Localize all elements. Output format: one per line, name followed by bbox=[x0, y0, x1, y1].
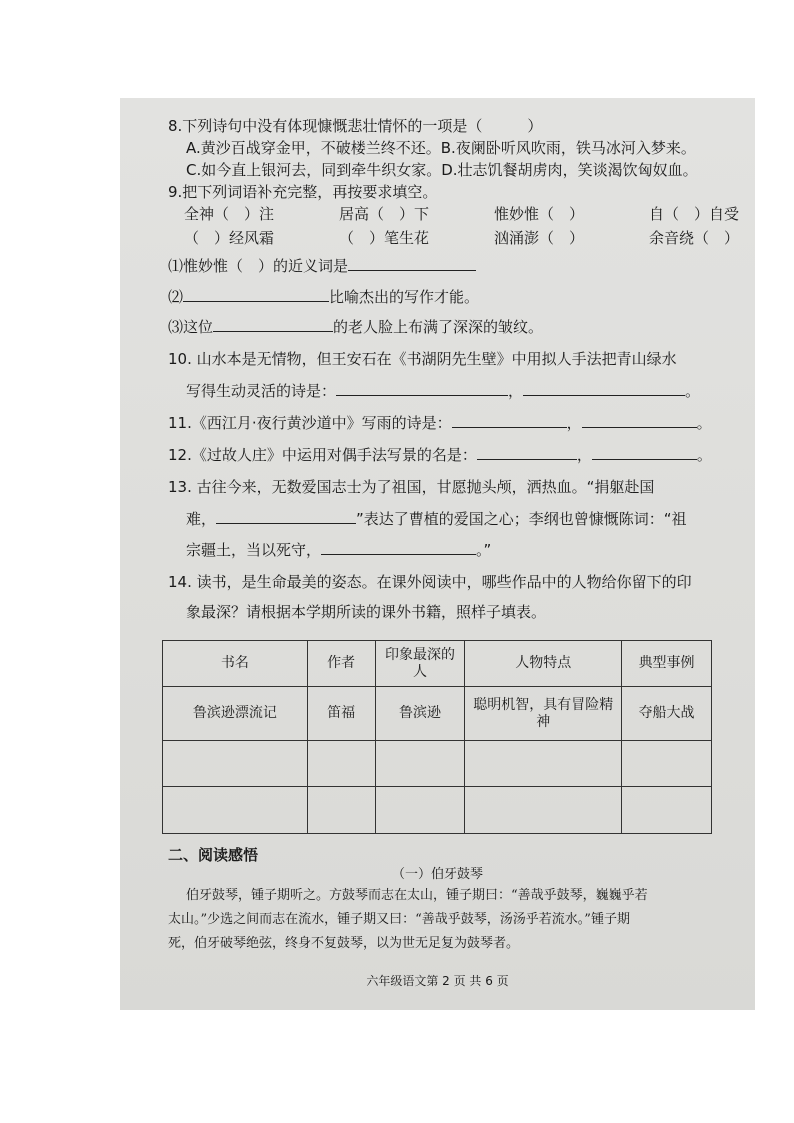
answer-blank[interactable] bbox=[452, 413, 567, 428]
q11-prompt: 11.《西江月·夜行黄沙道中》写雨的诗是： bbox=[168, 414, 452, 432]
example-traits: 聪明机智，具有冒险精神 bbox=[465, 687, 622, 741]
table-cell[interactable] bbox=[163, 787, 308, 834]
header-character: 印象最深的人 bbox=[375, 641, 465, 687]
q9-sub-2 bbox=[168, 287, 479, 307]
q9-word[interactable]: （ ）笔生花 bbox=[338, 229, 429, 247]
q9-word-row-2 bbox=[184, 228, 739, 248]
table-row bbox=[163, 741, 712, 787]
table-cell[interactable] bbox=[375, 741, 465, 787]
answer-blank[interactable] bbox=[348, 256, 476, 271]
answer-blank[interactable] bbox=[321, 540, 476, 555]
q10-line-1: 10. 山水本是无情物，但王安石在《书湖阴先生壁》中用拟人手法把青山绿水 bbox=[168, 350, 677, 368]
q10-prompt: 写得生动灵活的诗是： bbox=[186, 382, 337, 400]
passage-line-1: 伯牙鼓琴，锺子期听之。方鼓琴而志在太山，锺子期曰：“善哉乎鼓琴，巍巍乎若 bbox=[186, 888, 648, 903]
q9-word[interactable]: 汹涌澎（ ） bbox=[493, 229, 584, 247]
q10-line-2: 写得生动灵活的诗是： ， 。 bbox=[186, 382, 701, 400]
table-cell[interactable] bbox=[622, 787, 712, 834]
section-title: 二、阅读感悟 bbox=[168, 846, 259, 864]
q8-options-cd: C.如今直上银河去，同到牵牛织女家。D.壮志饥餐胡虏肉，笑谈渴饮匈奴血。 bbox=[186, 161, 698, 179]
q12: 12.《过故人庄》中运用对偶手法写景的名是： ， 。 bbox=[168, 446, 712, 464]
q9-word[interactable]: 全神（ ）注 bbox=[184, 205, 275, 223]
table-cell[interactable] bbox=[375, 787, 465, 834]
q13-line-2 bbox=[186, 509, 687, 529]
answer-blank[interactable] bbox=[592, 445, 697, 460]
exam-page bbox=[120, 98, 755, 1010]
answer-blank[interactable] bbox=[582, 413, 697, 428]
q13-text: 宗疆土，当以死守， bbox=[186, 541, 322, 559]
answer-blank[interactable] bbox=[183, 287, 329, 302]
q12-prompt: 12.《过故人庄》中运用对偶手法写景的名是： bbox=[168, 446, 477, 464]
q9-word[interactable]: 惟妙惟（ ） bbox=[493, 205, 584, 223]
example-book-title: 鲁滨逊漂流记 bbox=[163, 687, 308, 741]
table-cell[interactable] bbox=[622, 741, 712, 787]
answer-blank[interactable] bbox=[216, 509, 356, 524]
q9-word[interactable]: 居高（ ）下 bbox=[338, 205, 429, 223]
example-character: 鲁滨逊 bbox=[375, 687, 465, 741]
q9-word-row-1 bbox=[184, 204, 739, 224]
q13-text: ”表达了曹植的爱国之心；李纲也曾慷慨陈词：“祖 bbox=[356, 510, 687, 528]
example-author: 笛福 bbox=[307, 687, 375, 741]
table-row bbox=[163, 687, 712, 741]
table-cell[interactable] bbox=[163, 741, 308, 787]
passage-line-2: 太山。”少选之间而志在流水，锺子期又曰：“善哉乎鼓琴，汤汤乎若流水。”锺子期 bbox=[168, 912, 630, 927]
header-event: 典型事例 bbox=[622, 641, 712, 687]
q9-word[interactable]: （ ）经风霜 bbox=[184, 229, 275, 247]
table-cell[interactable] bbox=[465, 787, 622, 834]
q9-sub-3-prefix: ⑶这位 bbox=[168, 318, 214, 336]
q9-word[interactable]: 自（ ）自受 bbox=[648, 205, 739, 223]
q9-word[interactable]: 余音绕（ ） bbox=[648, 229, 739, 247]
q9-sub-2-prefix: ⑵ bbox=[168, 288, 184, 306]
q14-line-2: 象最深？请根据本学期所读的课外书籍，照样子填表。 bbox=[186, 603, 547, 621]
q9-sub-1 bbox=[168, 256, 476, 276]
header-book-title: 书名 bbox=[163, 641, 308, 687]
q9-sub-3-text: 的老人脸上布满了深深的皱纹。 bbox=[333, 318, 544, 336]
passage-title: （一）伯牙鼓琴 bbox=[391, 867, 483, 882]
q11: 11.《西江月·夜行黄沙道中》写雨的诗是： ， 。 bbox=[168, 414, 712, 432]
answer-blank[interactable] bbox=[213, 317, 333, 332]
q13-text: 。” bbox=[476, 541, 492, 559]
q9-sub-3 bbox=[168, 317, 543, 337]
answer-blank[interactable] bbox=[477, 445, 577, 460]
header-author: 作者 bbox=[307, 641, 375, 687]
q14-line-1: 14. 读书，是生命最美的姿态。在课外阅读中，哪些作品中的人物给你留下的印 bbox=[168, 573, 692, 591]
q9-stem: 9.把下列词语补充完整，再按要求填空。 bbox=[168, 183, 438, 201]
q9-sub-2-text: 比喻杰出的写作才能。 bbox=[329, 288, 480, 306]
table-cell[interactable] bbox=[307, 787, 375, 834]
table-header-row bbox=[163, 641, 712, 687]
book-table bbox=[162, 640, 712, 834]
table-row bbox=[163, 787, 712, 834]
answer-blank[interactable] bbox=[523, 381, 685, 396]
q8-stem: 8.下列诗句中没有体现慷慨悲壮情怀的一项是（ ） bbox=[168, 117, 543, 135]
q13-text: 难， bbox=[186, 510, 217, 528]
answer-blank[interactable] bbox=[336, 381, 508, 396]
q13-line-3 bbox=[186, 540, 491, 560]
q8-options-ab: A.黄沙百战穿金甲，不破楼兰终不还。B.夜阑卧听风吹雨，铁马冰河入梦来。 bbox=[186, 139, 696, 157]
page-footer: 六年级语文第 2 页 共 6 页 bbox=[366, 974, 509, 988]
passage-line-3: 死，伯牙破琴绝弦，终身不复鼓琴，以为世无足复为鼓琴者。 bbox=[168, 936, 520, 951]
header-traits: 人物特点 bbox=[465, 641, 622, 687]
table-cell[interactable] bbox=[307, 741, 375, 787]
q9-sub-1-text: ⑴惟妙惟（ ）的近义词是 bbox=[168, 257, 349, 275]
example-event: 夺船大战 bbox=[622, 687, 712, 741]
q13-line-1: 13. 古往今来，无数爱国志士为了祖国，甘愿抛头颅，洒热血。“捐躯赴国 bbox=[168, 478, 655, 496]
table-cell[interactable] bbox=[465, 741, 622, 787]
